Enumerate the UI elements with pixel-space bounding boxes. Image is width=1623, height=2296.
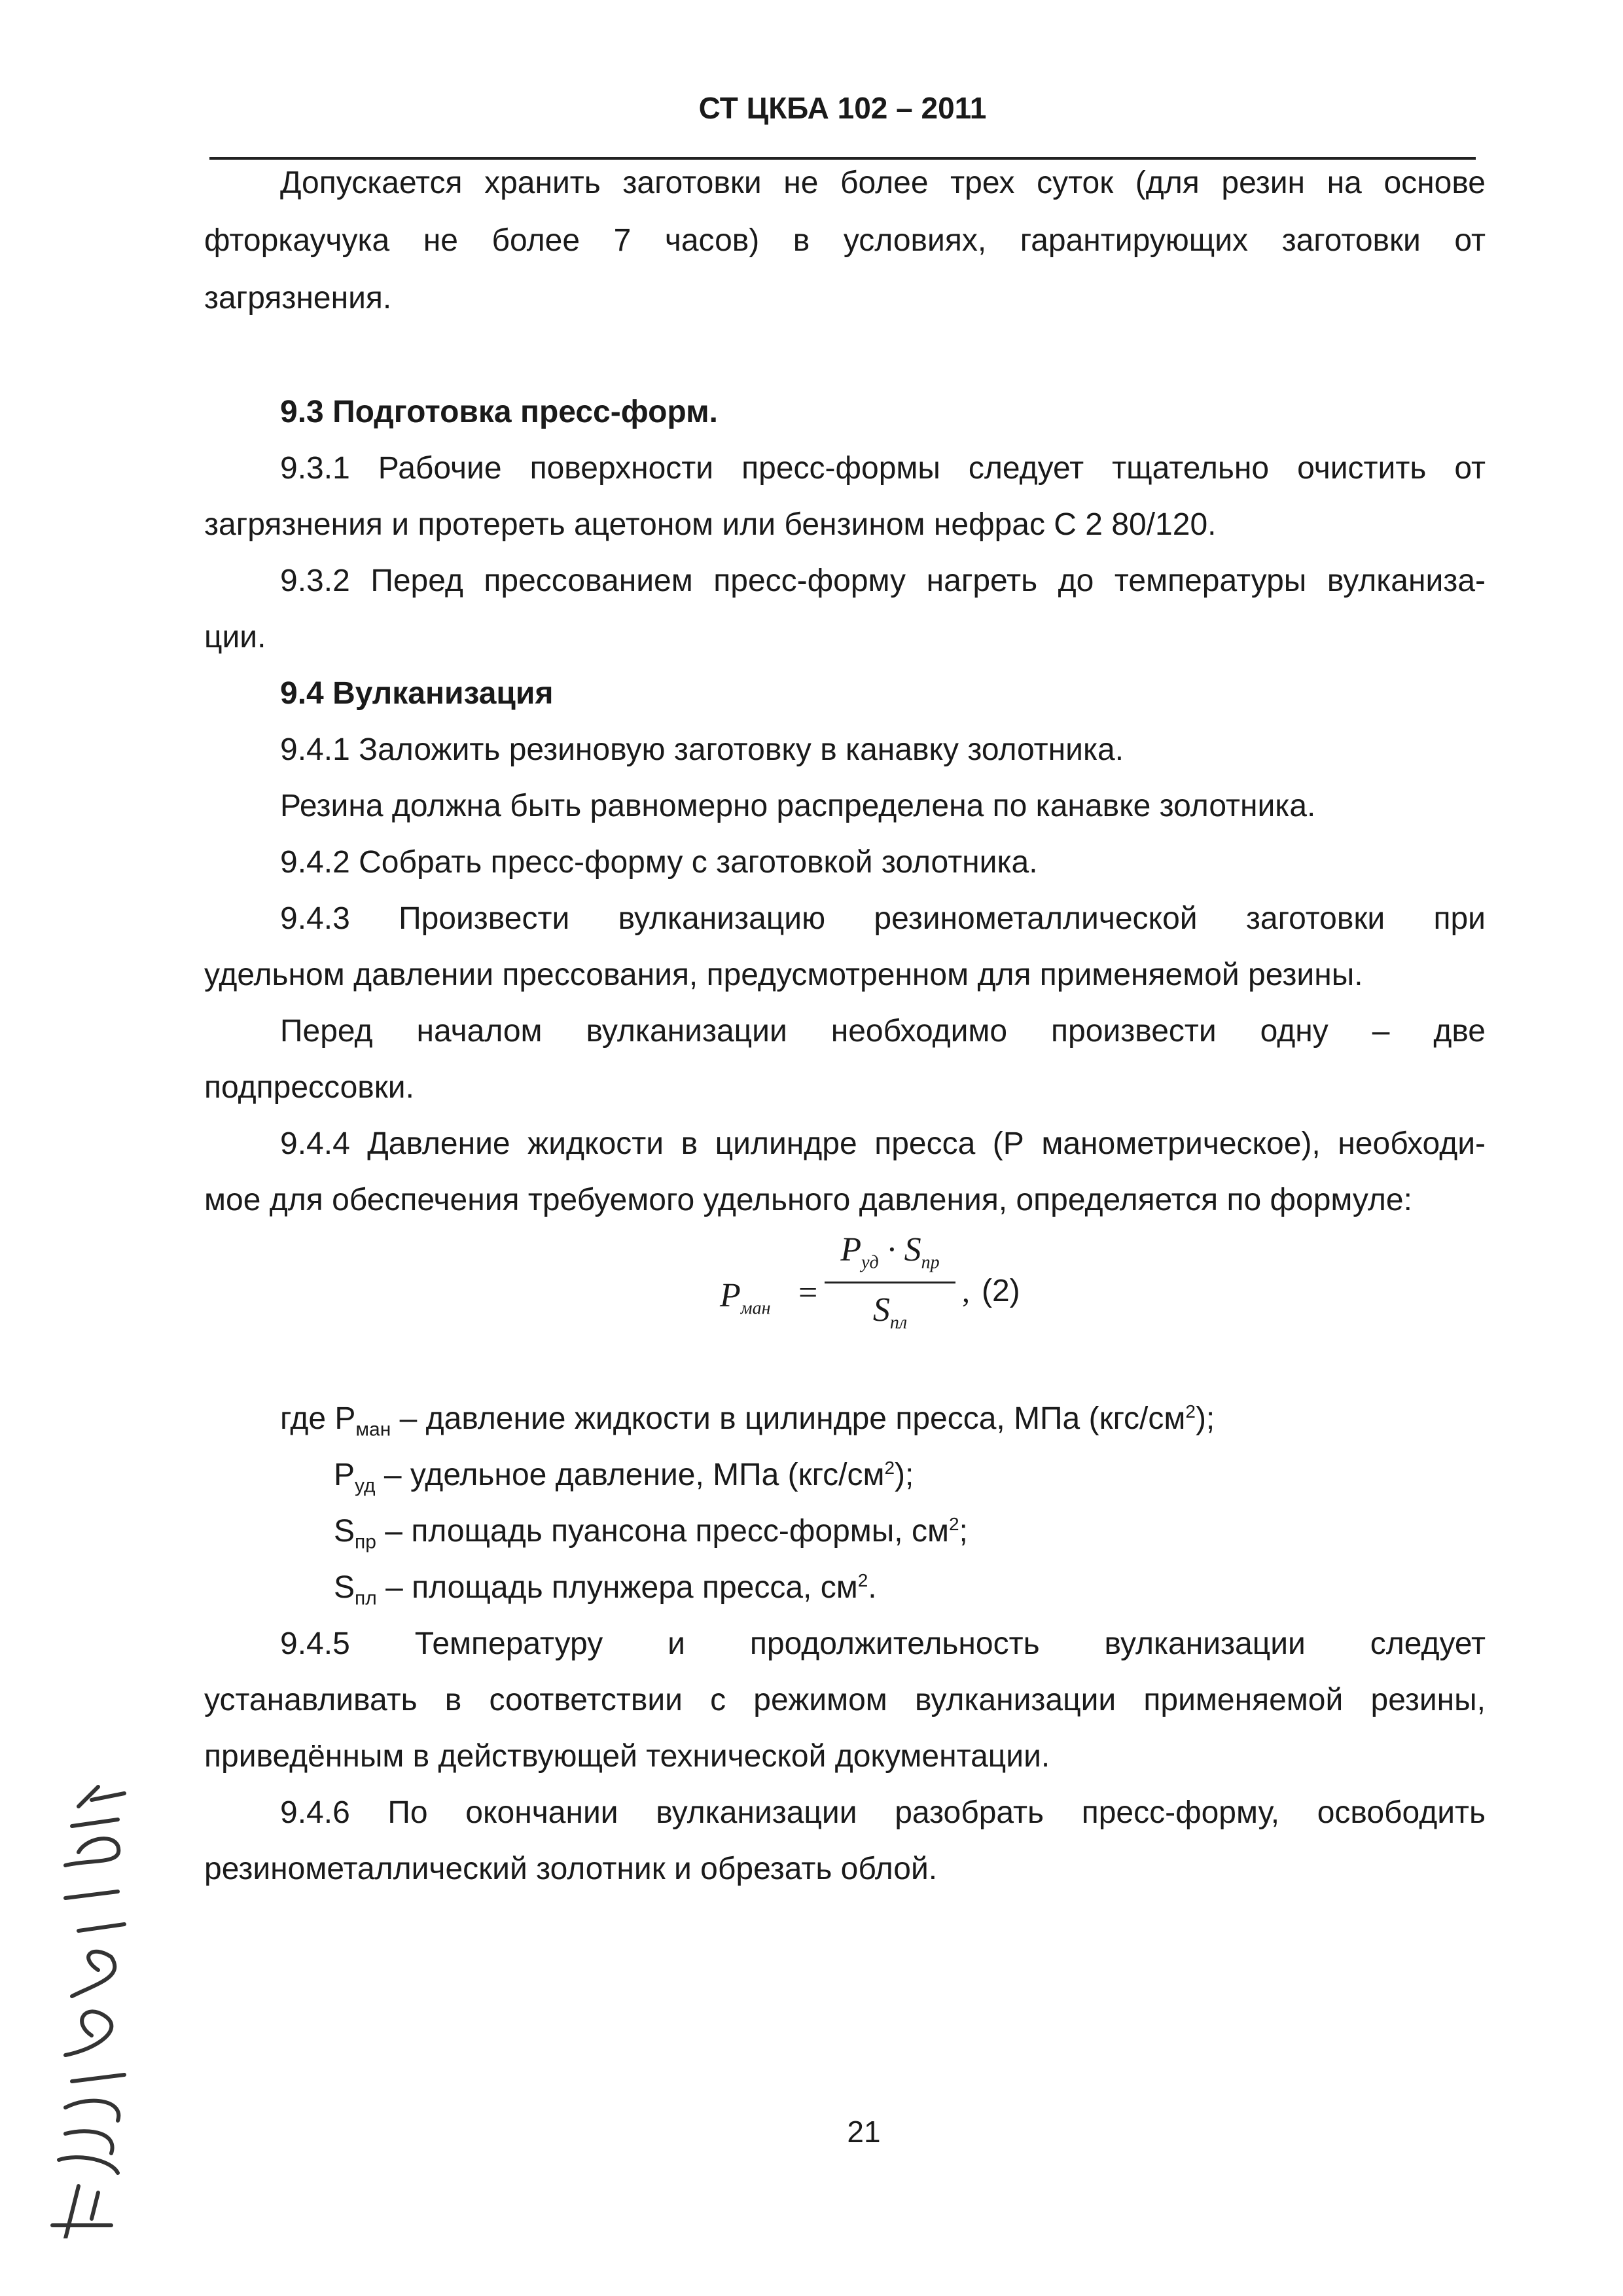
formula-equals: = [798, 1274, 818, 1312]
formula-lhs-symbol: P [720, 1277, 741, 1314]
legend-subscript: ман [355, 1418, 391, 1441]
legend-text: где Р [280, 1401, 356, 1436]
legend-text: Р [334, 1458, 355, 1492]
text-line: 9.4.6 По окончании вулканизации разобрать пресс-форму, освободить [280, 1795, 1486, 1830]
text-line: 9.4.2 Собрать пресс-форму с заготовкой золотника. [280, 845, 1038, 880]
legend-superscript: 2 [1185, 1401, 1196, 1422]
legend-line [334, 1457, 1615, 1497]
legend-superscript: 2 [948, 1514, 959, 1534]
text-line: подпрессовки. [204, 1070, 414, 1105]
text-line: фторкаучука не более 7 часов) в условиях, гарантирующих заготовки от [204, 223, 1486, 258]
legend-text: S [334, 1570, 355, 1605]
legend-text: ); [895, 1458, 914, 1492]
text-line: ции. [204, 620, 266, 655]
document-header: СТ ЦКБА 102 – 2011 [698, 91, 987, 125]
formula-multiply-dot: · [878, 1231, 904, 1268]
formula-den-symbol: S [872, 1291, 890, 1329]
legend-line [334, 1513, 1615, 1553]
header-rule [209, 157, 1476, 160]
legend-superscript: 2 [857, 1570, 868, 1590]
text-line: удельном давлении прессования, предусмотренном для применяемой резины. [204, 958, 1363, 992]
text-line: 9.4.3 Произвести вулканизацию резинометаллической заготовки при [280, 901, 1486, 936]
legend-text: – удельное давление, МПа (кгс/см [375, 1458, 885, 1492]
text-line: резинометаллический золотник и обрезать облой. [204, 1852, 938, 1886]
text-line: 9.4.1 Заложить резиновую заготовку в канавку золотника. [280, 732, 1124, 767]
section-heading-9-4: 9.4 Вулканизация [280, 676, 554, 711]
text-line: приведённым в действующей технической документации. [204, 1739, 1050, 1774]
formula-lhs [720, 1276, 771, 1319]
formula-num-symbol-b: S [904, 1231, 921, 1268]
formula-denominator [825, 1291, 955, 1333]
formula-numerator [825, 1230, 955, 1273]
legend-subscript: пл [355, 1587, 377, 1609]
fraction-bar [825, 1282, 955, 1283]
legend-subscript: уд [355, 1475, 376, 1497]
legend-text: – площадь пуансона пресс-формы, см [376, 1514, 949, 1549]
text-line: загрязнения. [204, 281, 392, 315]
text-line: мое для обеспечения требуемого удельного давления, определяется по формуле: [204, 1183, 1412, 1217]
formula-num-subscript-a: уд [861, 1252, 879, 1273]
legend-text: . [868, 1570, 877, 1605]
text-line: Резина должна быть равномерно распределена по канавке золотника. [280, 789, 1316, 823]
legend-text: ); [1195, 1401, 1215, 1436]
page-number: 21 [847, 2115, 881, 2149]
legend-subscript: пр [355, 1531, 376, 1553]
legend-text: – площадь плунжера пресса, см [376, 1570, 858, 1605]
legend-line [334, 1570, 1615, 1609]
legend-superscript: 2 [884, 1458, 895, 1478]
formula-comma: , [962, 1274, 970, 1309]
legend-text: ; [959, 1514, 968, 1549]
legend-text: S [334, 1514, 355, 1549]
formula-num-symbol-a: P [840, 1231, 862, 1268]
section-heading-9-3: 9.3 Подготовка пресс-форм. [280, 395, 718, 429]
formula-lhs-subscript: ман [740, 1298, 771, 1319]
handwritten-margin-note [26, 1767, 157, 2238]
text-line: Перед началом вулканизации необходимо произвести одну – две [280, 1014, 1486, 1049]
text-line: 9.4.5 Температуру и продолжительность вулканизации следует [280, 1626, 1486, 1661]
formula-num-subscript-b: пр [921, 1252, 940, 1273]
text-line: 9.3.1 Рабочие поверхности пресс-формы следует тщательно очистить от [280, 451, 1486, 486]
text-line: устанавливать в соответствии с режимом вулканизации применяемой резины, [204, 1683, 1486, 1717]
text-line: 9.4.4 Давление жидкости в цилиндре пресса (Р манометрическое), необходи- [280, 1126, 1486, 1161]
text-line: 9.3.2 Перед прессованием пресс-форму нагреть до температуры вулканиза- [280, 564, 1486, 598]
text-line: Допускается хранить заготовки не более трех суток (для резин на основе [280, 166, 1486, 200]
formula-den-subscript: пл [889, 1312, 908, 1333]
text-line: загрязнения и протереть ацетоном или бензином нефрас С 2 80/120. [204, 507, 1217, 542]
legend-text: – давление жидкости в цилиндре пресса, МПа (кгс/см [391, 1401, 1186, 1436]
legend-line [280, 1401, 1561, 1441]
formula-number: (2) [982, 1274, 1020, 1308]
